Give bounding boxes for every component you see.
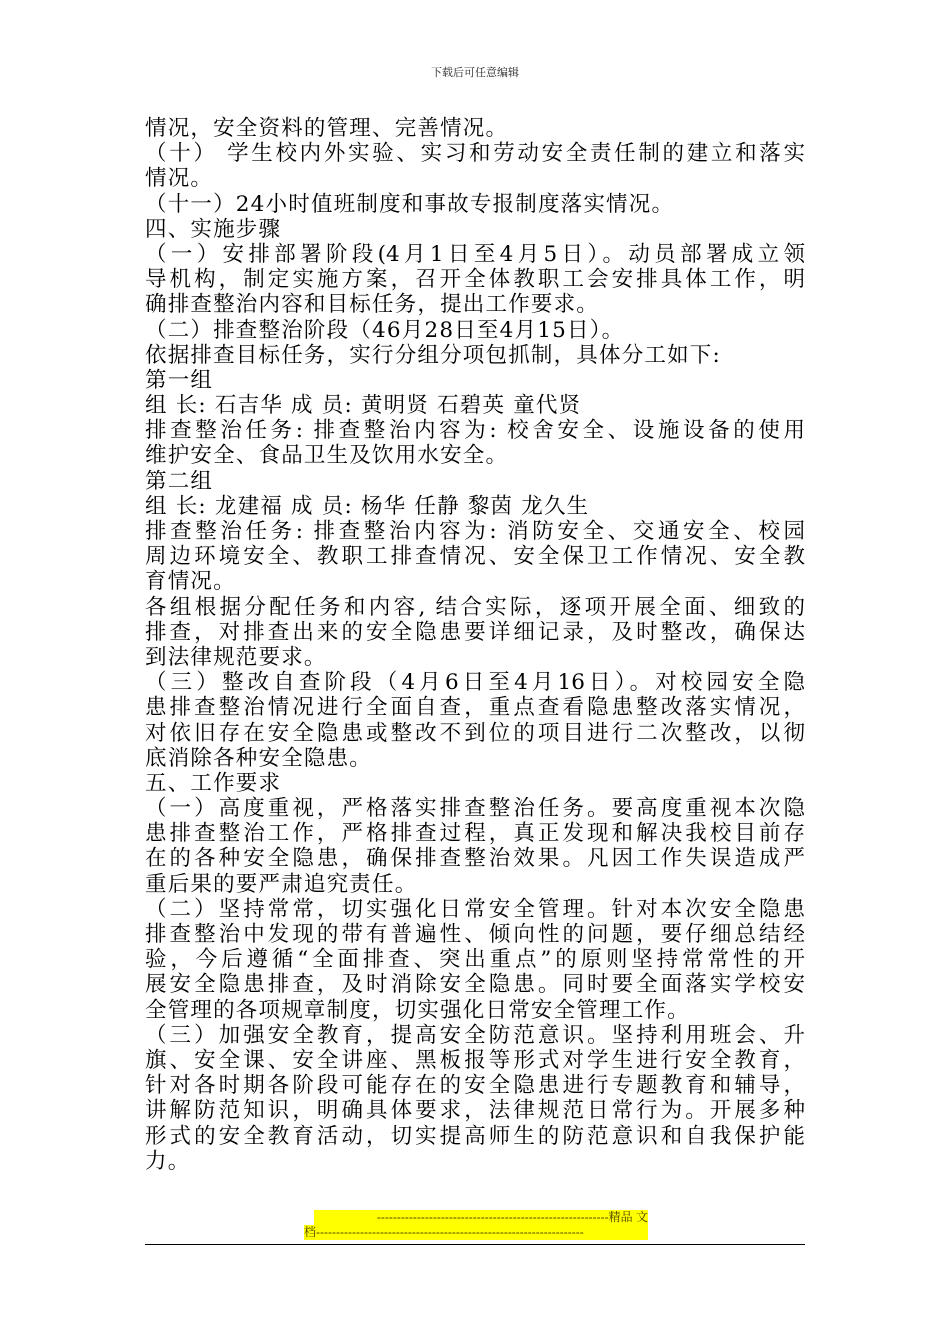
text-line: 到法律规范要求。: [145, 644, 327, 670]
text-line: 各组根据分配任务和内容, 结合实际，逐项开展全面、细致的: [145, 594, 805, 620]
text-line: 讲解防范知识，明确具体要求，法律规范日常行为。开展多种: [145, 1098, 805, 1124]
text-line: 排查整治任务: 排查整治内容为: 消防安全、交通安全、校园: [145, 519, 805, 544]
footer-divider: [145, 1244, 805, 1245]
text-line: 第二组: [145, 468, 214, 494]
text-line: 底消除各种安全隐患。: [145, 745, 373, 771]
text-line: 维护安全、食品卫生及饮用水安全。: [145, 443, 509, 469]
text-line: （一）高度重视，严格落实排查整治任务。要高度重视本次隐: [145, 796, 805, 822]
text-line: 组 长: 石吉华 成 员: 黄明贤 石碧英 童代贤: [145, 393, 582, 419]
text-line: 验，今后遵循“全面排查、突出重点”的原则坚持常常性的开: [145, 947, 805, 973]
text-line: 五、工作要求: [145, 770, 282, 796]
page-header: 下载后可任意编辑: [431, 66, 519, 79]
text-line: 排查，对排查出来的安全隐患要详细记录，及时整改，确保达: [145, 619, 805, 645]
text-line: 力。: [145, 1148, 191, 1174]
document-body: [145, 116, 805, 1174]
text-line: 确排查整治内容和目标任务，提出工作要求。: [145, 292, 600, 318]
text-line: 四、实施步骤: [145, 216, 282, 242]
footer-line-1: ----------------------------------------------------------精品 文: [314, 1210, 648, 1225]
text-line: 导机构，制定实施方案，召开全体教职工会安排具体工作，明: [145, 267, 805, 293]
text-line: 患排查整治工作，严格排查过程，真正发现和解决我校目前存: [145, 821, 805, 847]
text-line: 第一组: [145, 367, 214, 393]
text-line: 患排查整治情况进行全面自查，重点查看隐患整改落实情况，: [145, 695, 805, 721]
text-line: （十一）24小时值班制度和事故专报制度落实情况。: [145, 191, 675, 217]
text-line: 全管理的各项规章制度，切实强化日常安全管理工作。: [145, 997, 690, 1023]
text-line: 对依旧存在安全隐患或整改不到位的项目进行二次整改，以彻: [145, 720, 805, 746]
footer-line-2: 档-------------------------------------------------------------------: [304, 1225, 648, 1240]
text-line: 旗、安全课、安全讲座、黑板报等形式对学生进行安全教育，: [145, 1047, 805, 1073]
text-line: 排查整治中发现的带有普遍性、倾向性的问题，要仔细总结经: [145, 922, 805, 947]
text-line: 依据排查目标任务，实行分组分项包抓制，具体分工如下:: [145, 342, 721, 368]
text-line: 针对各时期各阶段可能存在的安全隐患进行专题教育和辅导，: [145, 1073, 805, 1099]
text-line: （十） 学生校内外实验、实习和劳动安全责任制的建立和落实: [145, 141, 805, 167]
text-line: 展安全隐患排查，及时消除安全隐患。同时要全面落实学校安: [145, 972, 805, 998]
text-line: 周边环境安全、教职工排查情况、安全保卫工作情况、安全教: [145, 544, 805, 570]
text-line: （一）安排部署阶段(4月1日至4月5日）。动员部署成立领: [145, 241, 805, 267]
text-line: 育情况。: [145, 569, 236, 595]
text-line: 形式的安全教育活动，切实提高师生的防范意识和自我保护能: [145, 1123, 805, 1149]
text-line: 情况。: [145, 166, 214, 192]
text-line: （二）坚持常常，切实强化日常安全管理。针对本次安全隐患: [145, 896, 805, 922]
text-line: 在的各种安全隐患，确保排查整治效果。凡因工作失误造成严: [145, 846, 805, 872]
text-line: 情况，安全资料的管理、完善情况。: [145, 116, 509, 141]
text-line: 组 长: 龙建福 成 员: 杨华 任静 黎茵 龙久生: [145, 493, 590, 519]
text-line: （三）加强安全教育，提高安全防范意识。坚持利用班会、升: [145, 1022, 805, 1048]
text-line: （二）排查整治阶段（46月28日至4月15日）。: [145, 317, 625, 343]
text-line: 重后果的要严肃追究责任。: [145, 871, 418, 897]
text-line: （三）整改自查阶段（4月6日至4月16日）。对校园安全隐: [145, 670, 805, 696]
page-footer: [304, 1210, 648, 1240]
text-line: 排查整治任务: 排查整治内容为: 校舍安全、设施设备的使用: [145, 418, 805, 444]
